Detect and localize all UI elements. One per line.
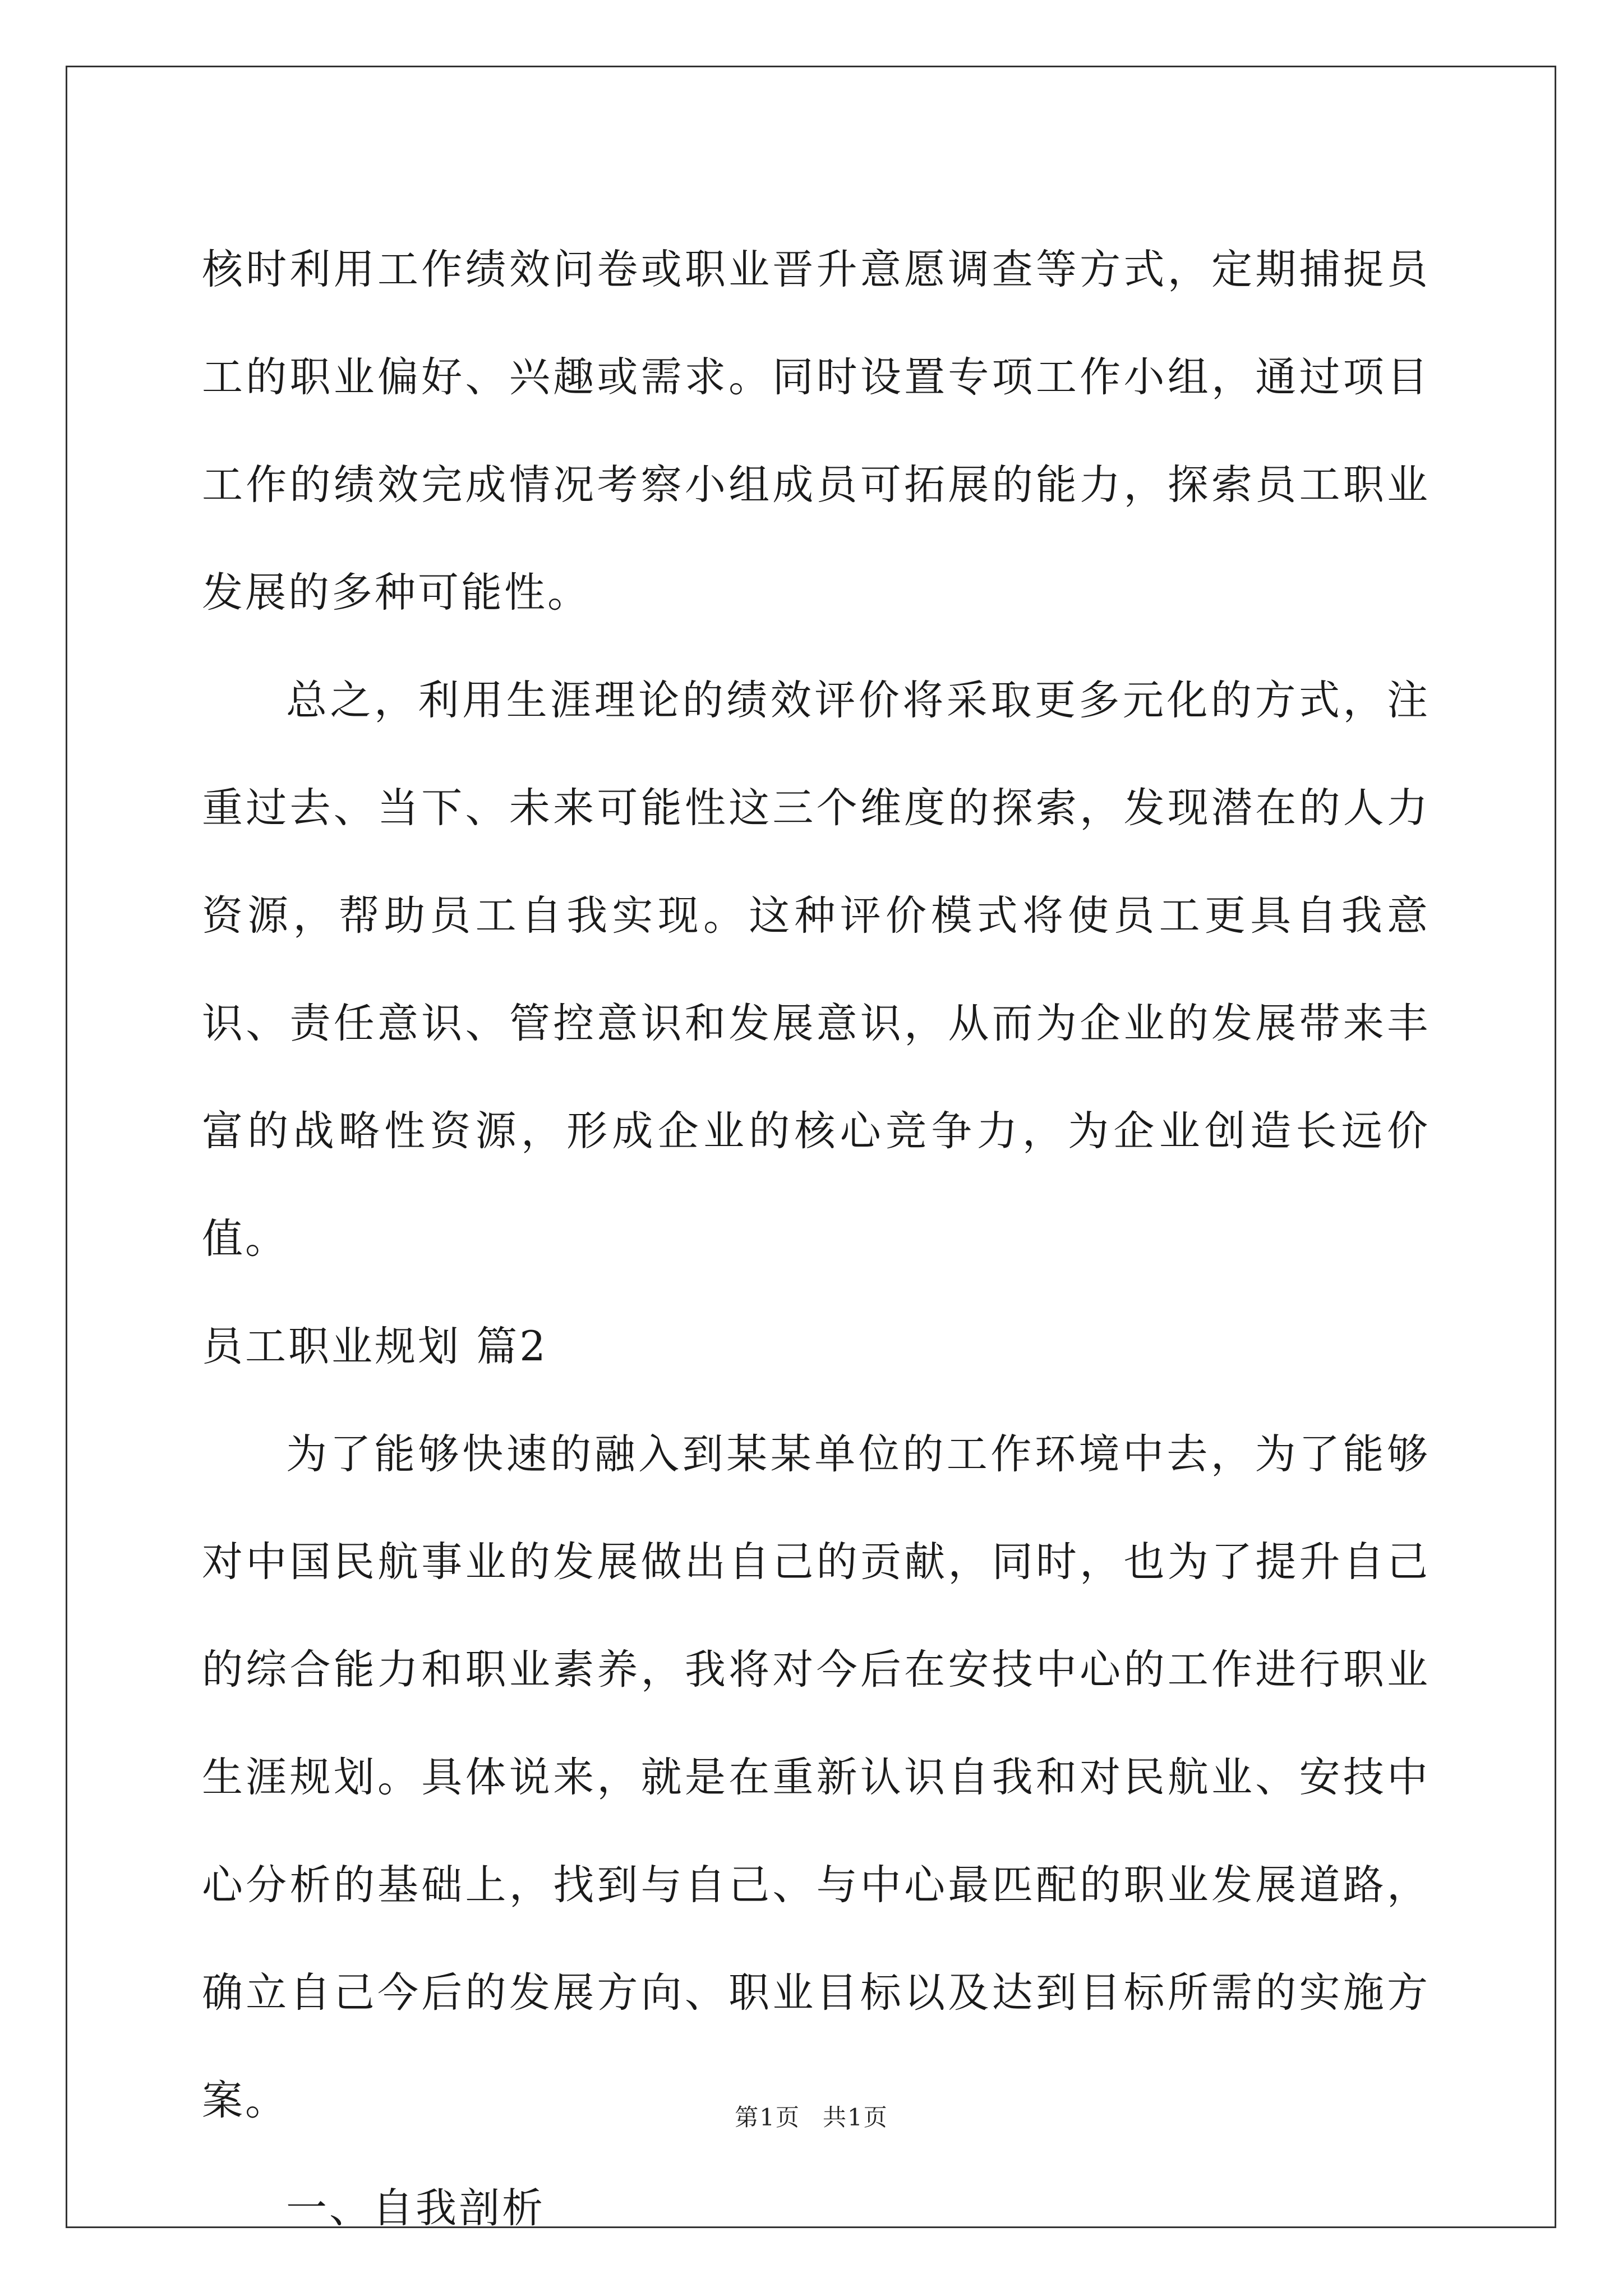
document-body — [202, 216, 1430, 2262]
paragraph-1: 核时利用工作绩效问卷或职业晋升意愿调查等方式，定期捕捉员工的职业偏好、兴趣或需求。同时设置专项工作小组，通过项目工作的绩效完成情况考察小组成员可拓展的能力，探索员工职业发展的多种可能性。 — [202, 246, 1430, 616]
page-footer — [0, 2101, 1623, 2134]
subheading-self-analysis: 一、自我剖析 — [286, 2184, 545, 2232]
paragraph-3: 为了能够快速的融入到某某单位的工作环境中去，为了能够对中国民航事业的发展做出自己的贡献，同时，也为了提升自己的综合能力和职业素养，我将对今后在安技中心的工作进行职业生涯规划。具体说来，就是在重新认识自我和对民航业、安技中心分析的基础上，找到与自己、与中心最匹配的职业发展道路，确立自己今后的发展方向、职业目标以及达到目标所需的实施方案。 — [202, 1430, 1430, 2124]
paragraph-2: 总之，利用生涯理论的绩效评价将采取更多元化的方式，注重过去、当下、未来可能性这三个维度的探索，发现潜在的人力资源，帮助员工自我实现。这种评价模式将使员工更具自我意识、责任意识、管控意识和发展意识，从而为企业的发展带来丰富的战略性资源，形成企业的核心竞争力，为企业创造长远价值。 — [202, 677, 1430, 1263]
section-heading: 员工职业规划 篇2 — [202, 1323, 548, 1370]
page-total: 共1页 — [823, 2104, 888, 2131]
page-number: 第1页 — [735, 2104, 800, 2131]
